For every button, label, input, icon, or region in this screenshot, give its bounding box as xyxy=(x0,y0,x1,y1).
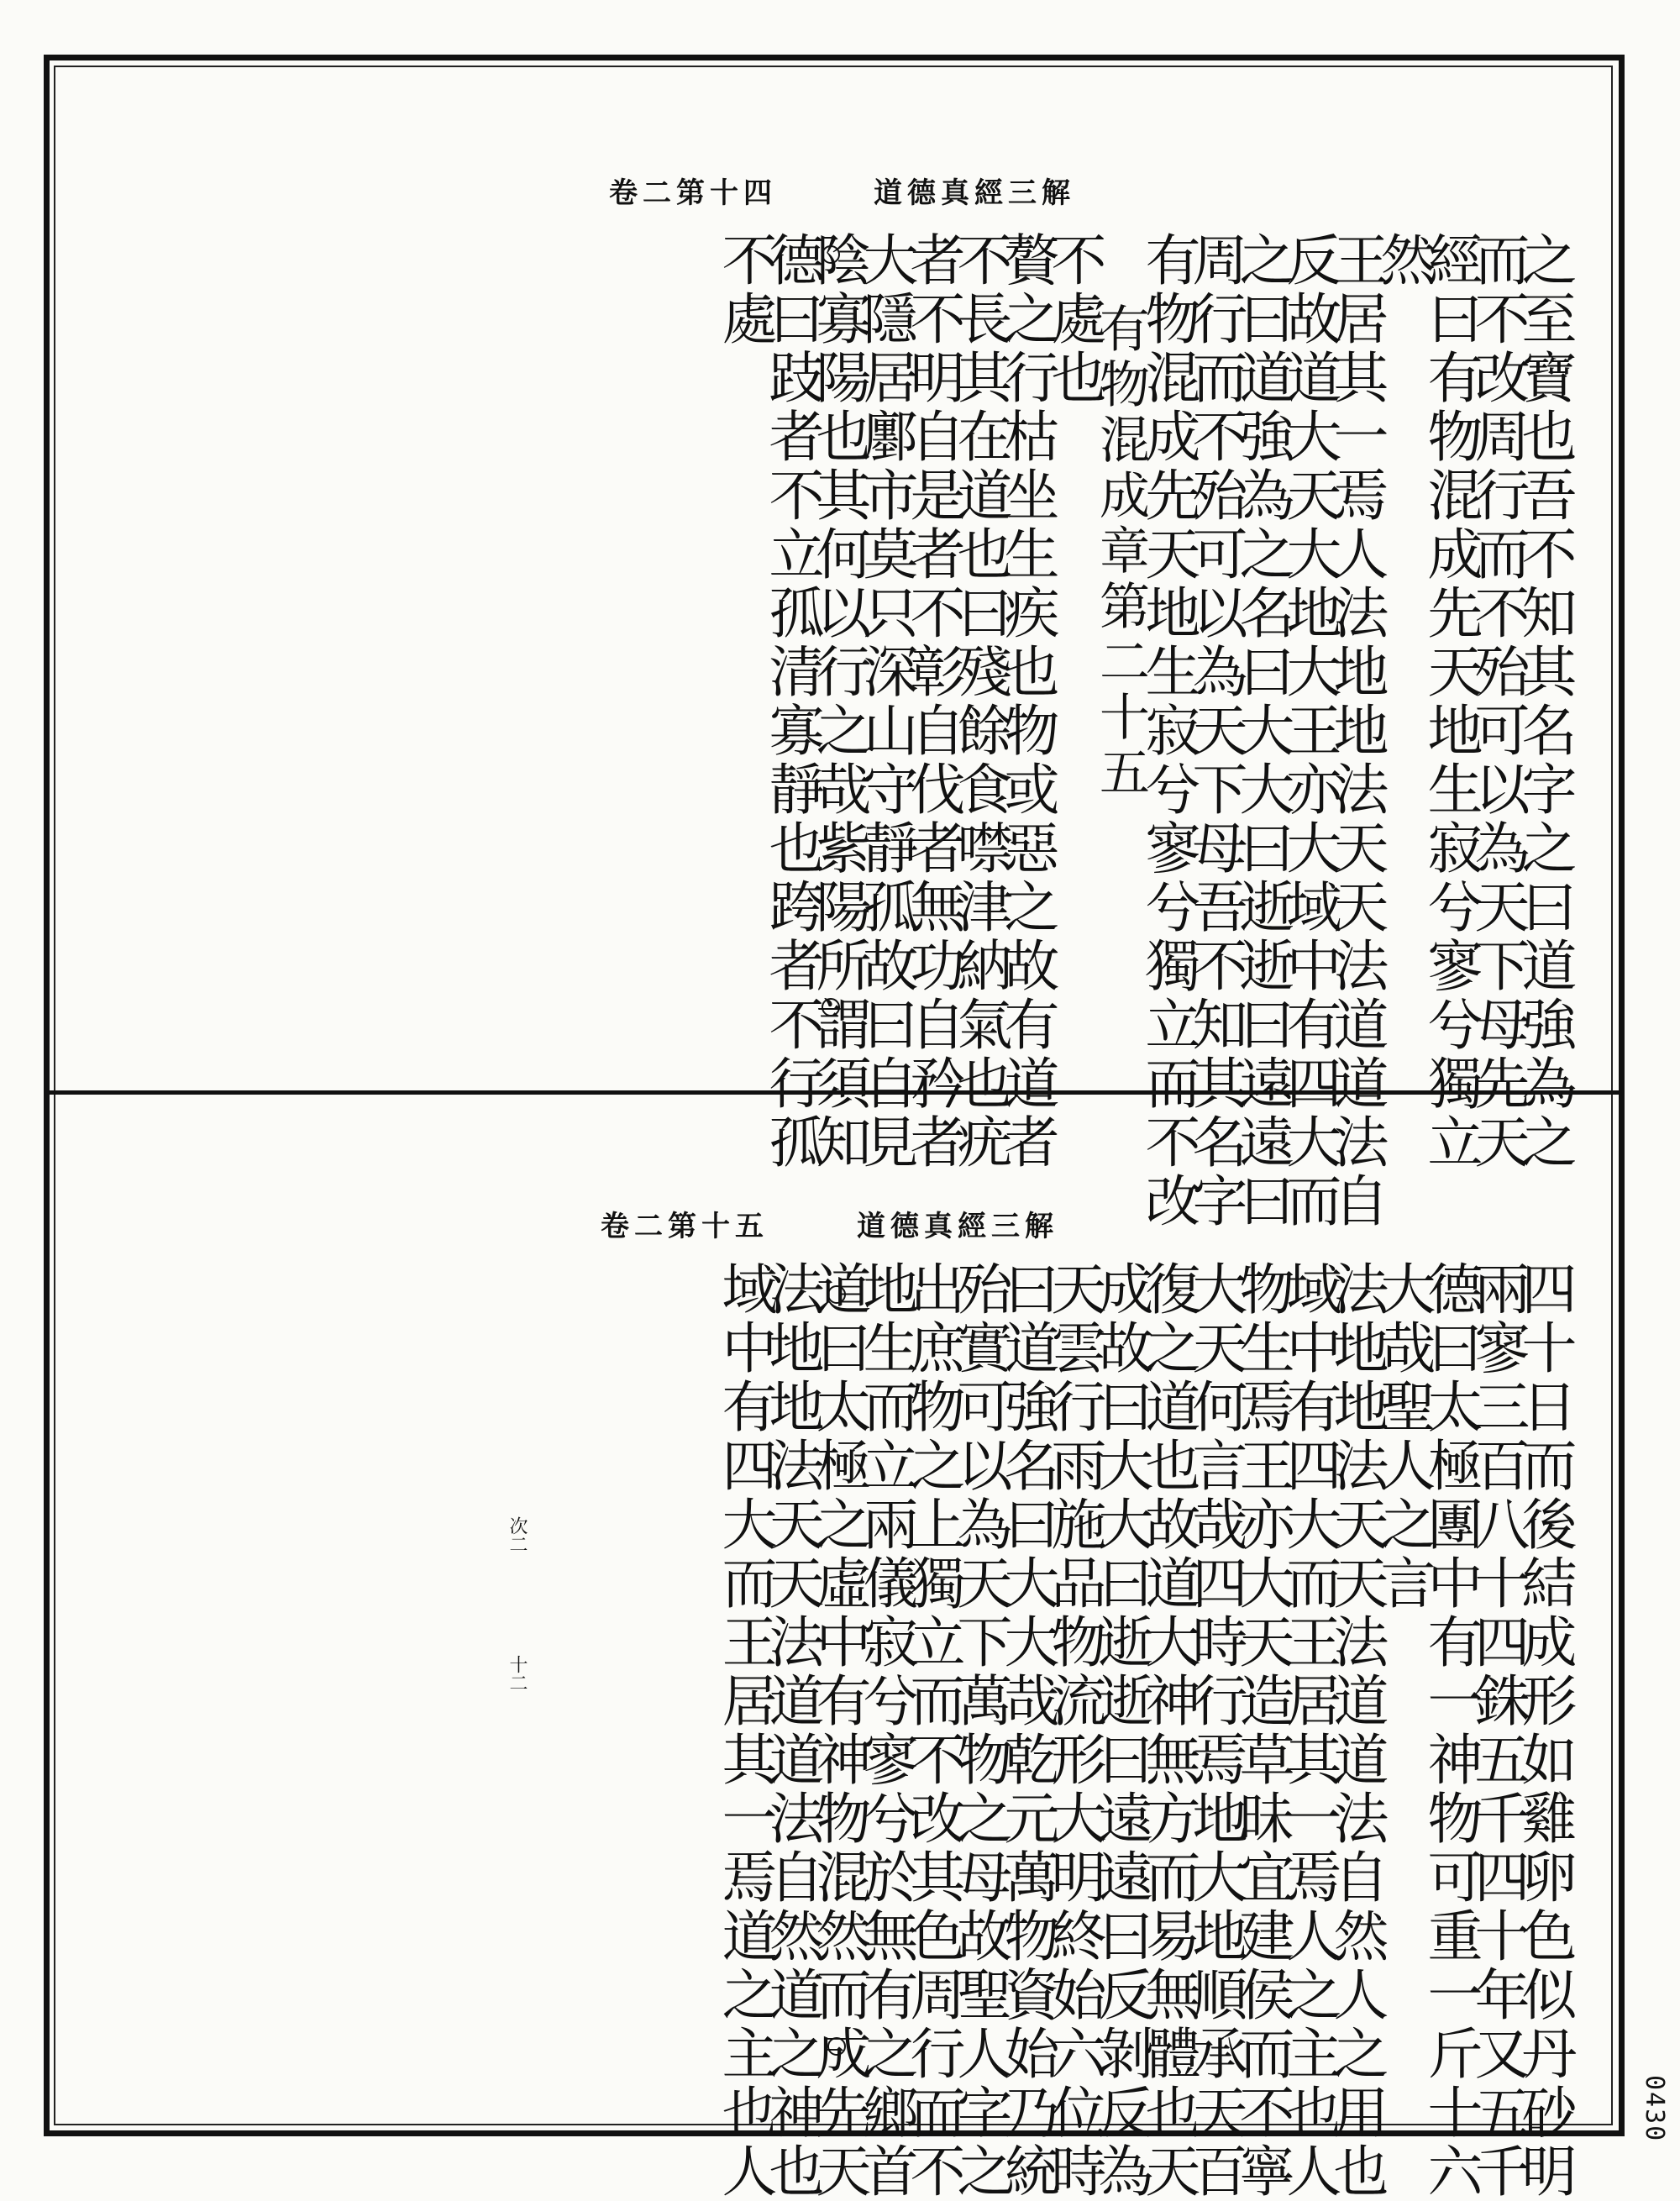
chapter-title: 有物混成章第二十五 xyxy=(1091,302,1150,801)
top-column-17: 而不改周行而不殆可以為天下母先天 xyxy=(1465,231,1530,1172)
circle-mark-bottom-2 xyxy=(827,2037,846,2056)
top-column-16: 經曰有物混成先天地生寂兮寥兮獨立 xyxy=(1418,231,1483,1172)
top-column-2: 德曰跂者不立孤清寡靜也跨者不行孤 xyxy=(759,231,824,1172)
top-column-10: 有物混成先天地生寂兮寥兮獨立而不改 xyxy=(1136,231,1200,1231)
top-column-13: 反故道大天大地大王亦大域中有四大而 xyxy=(1277,231,1341,1231)
bottom-column-6: 殆實可以為天下萬物之母故聖人字之 xyxy=(948,1260,1012,2201)
circle-mark-top-1 xyxy=(822,245,840,264)
top-column-3: 陰寡陽也其何以行之哉紫陽所謂須知 xyxy=(806,231,871,1172)
bottom-column-10: 復之道也故道大神無方而易無體也天 xyxy=(1136,1260,1200,2201)
bottom-column-9: 成故曰大大曰逝逝曰遠遠曰反剝反為 xyxy=(1089,1260,1153,2201)
top-column-15: 然 xyxy=(1371,231,1436,290)
top-column-4: 大隱居鄽市莫只深山守靜孤故曰自見 xyxy=(853,231,918,1172)
bottom-header-title: 道德真經三解 xyxy=(857,1210,1058,1243)
small-note-num: 十二 xyxy=(507,1655,528,1692)
top-header-chapter: 卷二第十四 xyxy=(609,176,777,210)
top-column-6: 不長其在道也曰殘餘食噤津納氣也疣 xyxy=(948,231,1012,1172)
top-column-18: 之至寶也吾不知其名字之曰道強為之 xyxy=(1512,231,1577,1172)
top-column-8: 不處也 xyxy=(1042,231,1106,407)
top-column-14: 王居其一焉人法地地法天天法道道法自 xyxy=(1324,231,1389,1231)
bottom-column-11: 大天何言哉四時行焉地大地順承天百 xyxy=(1183,1260,1247,2201)
top-column-7: 贅之行枯坐生疾也物或惡之故有道者 xyxy=(995,231,1059,1172)
circle-mark-bottom-1 xyxy=(827,1285,846,1304)
top-column-5: 者不明自是者不彰自伐者無功自矜者 xyxy=(900,231,965,1172)
bottom-header xyxy=(0,1203,1680,1245)
bottom-column-3: 道曰太極之虛中有神物混然而成先天 xyxy=(806,1260,871,2201)
circle-mark-top-2 xyxy=(822,998,840,1016)
top-column-11: 周行而不殆可以為天下母吾不知其名字 xyxy=(1183,231,1247,1231)
bottom-column-13: 域中有四大而王居其一焉人之主也人 xyxy=(1277,1260,1341,2201)
bottom-column-5: 出庶物之上獨立而不改其色周行而不 xyxy=(900,1260,965,2201)
bottom-column-14: 法地地法天天法道道法自然人之用也 xyxy=(1324,1260,1389,2201)
top-column-12: 之曰道強為之名曰大大曰逝逝曰遠遠曰 xyxy=(1230,231,1294,1231)
bottom-column-2: 法地地法天天法道道法自然道之神也 xyxy=(759,1260,824,2201)
top-header xyxy=(0,170,1680,212)
top-column-1: 不處 xyxy=(712,231,777,349)
bottom-column-18: 四十日而後結成形如雞卵色似丹砂明 xyxy=(1512,1260,1577,2201)
bottom-column-1: 域中有四大而王居其一焉道之主也人 xyxy=(712,1260,777,2201)
bottom-column-16: 德曰太極團中有一神物可重一斤十六 xyxy=(1418,1260,1483,2201)
bottom-column-8: 天雲行雨施品物流形大明終始六位時 xyxy=(1042,1260,1106,2201)
bottom-column-17: 兩寥三百八十四銖五千四十年又五千 xyxy=(1465,1260,1530,2201)
small-note-ci: 次二 xyxy=(507,1516,528,1553)
page-number: 0430 xyxy=(1640,2075,1669,2143)
top-header-title: 道德真經三解 xyxy=(874,176,1075,210)
bottom-column-7: 曰道強名曰大大哉乾元萬物資始乃統 xyxy=(995,1260,1059,2201)
bottom-column-15: 大哉聖人之言 xyxy=(1371,1260,1436,1613)
bottom-header-chapter: 卷二第十五 xyxy=(601,1210,769,1243)
bottom-column-4: 地生而立兩儀寂兮寥兮於無有之鄉首 xyxy=(853,1260,918,2201)
bottom-column-12: 物生焉王亦大天造草昧宜建侯而不寧 xyxy=(1230,1260,1294,2201)
